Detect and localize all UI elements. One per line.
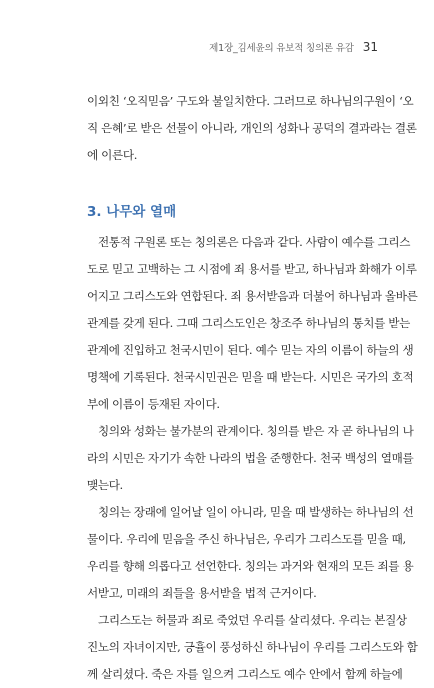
text-line: 칭의는 장래에 일어날 일이 아니라, 믿을 때 발생하는 하나님의 선 bbox=[98, 505, 414, 519]
section-body bbox=[87, 229, 418, 688]
text-line: 어지고 그리스도와 연합된다. 죄 용서받음과 더불어 하나님과 올바른 bbox=[87, 289, 418, 303]
text-line: 라의 시민은 자기가 속한 나라의 법을 준행한다. 천국 백성의 열매를 bbox=[87, 451, 414, 465]
text-line: 물이다. 우리에 믿음을 주신 하나님은, 우리가 그리스도를 믿을 때, bbox=[87, 532, 406, 546]
text-line: 서받고, 미래의 죄들을 용서받을 법적 근거이다. bbox=[87, 586, 317, 600]
intro-paragraph bbox=[87, 88, 417, 169]
text-line: 맺는다. bbox=[87, 478, 123, 492]
text-line: 에 이른다. bbox=[87, 148, 138, 162]
running-header-title: 제1장_김세윤의 유보적 칭의론 유감 bbox=[209, 43, 354, 54]
page-number: 31 bbox=[362, 40, 378, 54]
text-line: 전통적 구원론 또는 칭의론은 다음과 같다. 사람이 예수를 그리스 bbox=[98, 235, 411, 249]
text-line: 칭의와 성화는 불가분의 관계이다. 칭의를 받은 자 곧 하나님의 나 bbox=[98, 424, 414, 438]
text-line: 관계를 갖게 된다. 그때 그리스도인은 창조주 하나님의 통치를 받는 bbox=[87, 316, 410, 330]
text-line: 도로 믿고 고백하는 그 시점에 죄 용서를 받고, 하나님과 화해가 이루 bbox=[87, 262, 417, 276]
text-line: 직 은혜’로 받은 선물이 아니라, 개인의 성화나 공덕의 결과라는 결론 bbox=[87, 121, 417, 135]
text-line: 께 살리셨다. 죽은 자를 일으켜 그리스도 예수 안에서 함께 하늘에 bbox=[87, 667, 403, 681]
text-line: 이외친 ‘오직믿음’ 구도와 불일치한다. 그러므로 하나님의구원이 ‘오 bbox=[87, 94, 414, 108]
text-line: 우리를 향해 의롭다고 선언한다. 칭의는 과거와 현재의 모든 죄를 용 bbox=[87, 559, 414, 573]
running-header bbox=[209, 40, 378, 54]
section-heading: 3. 나무와 열매 bbox=[87, 204, 177, 220]
text-line: 그리스도는 허물과 죄로 죽었던 우리를 살리셨다. 우리는 본질상 bbox=[98, 613, 407, 627]
text-line: 진노의 자녀이지만, 긍휼이 풍성하신 하나님이 우리를 그리스도와 함 bbox=[87, 640, 418, 654]
text-line: 명책에 기록된다. 천국시민권은 믿을 때 받는다. 시민은 국가의 호적 bbox=[87, 370, 414, 384]
text-line: 부에 이름이 등재된 자이다. bbox=[87, 397, 220, 411]
text-line: 관계에 진입하고 천국시민이 된다. 예수 믿는 자의 이름이 하늘의 생 bbox=[87, 343, 414, 357]
